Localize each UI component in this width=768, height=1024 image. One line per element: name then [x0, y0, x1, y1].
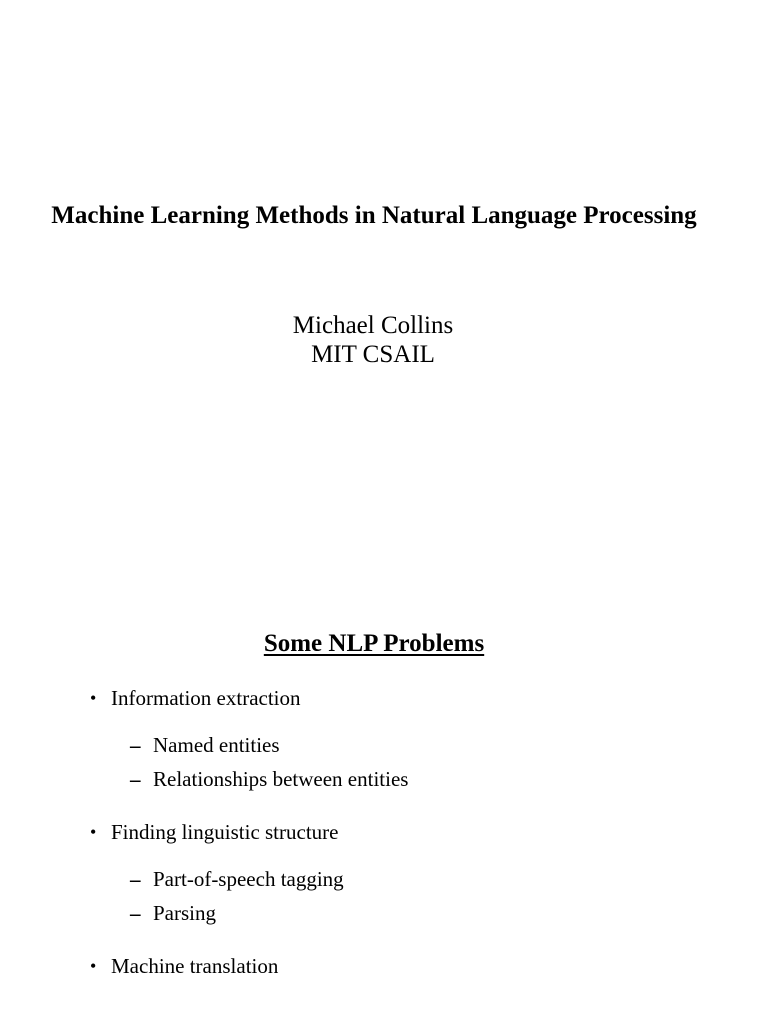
bullet-item — [88, 818, 408, 927]
content-slide — [0, 512, 768, 1024]
dash-icon: – — [130, 867, 141, 891]
author-affiliation: MIT CSAIL — [311, 341, 435, 368]
sub-item-text: Relationships between entities — [153, 767, 409, 791]
dash-icon: – — [130, 767, 141, 791]
sub-item — [130, 899, 408, 927]
sub-item — [130, 731, 408, 759]
sub-item-text: Parsing — [153, 901, 216, 925]
sub-list — [130, 865, 408, 927]
presentation-title: Machine Learning Methods in Natural Language Processing — [51, 202, 697, 229]
author-block — [0, 311, 746, 369]
bullet-text: Machine translation — [111, 954, 279, 978]
sub-item-text: Named entities — [153, 733, 280, 757]
dash-icon: – — [130, 901, 141, 925]
slide-heading — [0, 628, 748, 660]
sub-item — [130, 765, 408, 793]
bullet-dot-icon: • — [90, 956, 97, 976]
dash-icon: – — [130, 733, 141, 757]
slide-heading-text: Some NLP Problems — [263, 630, 485, 657]
bullet-dot-icon: • — [90, 822, 97, 842]
author-name: Michael Collins — [292, 312, 454, 339]
bullet-item — [88, 684, 408, 793]
bullet-list — [88, 684, 408, 980]
bullet-item — [88, 952, 408, 980]
sub-item-text: Part-of-speech tagging — [153, 867, 344, 891]
bullet-text: Information extraction — [111, 686, 301, 710]
bullet-dot-icon: • — [90, 688, 97, 708]
sub-item — [130, 865, 408, 893]
bullet-text: Finding linguistic structure — [111, 820, 339, 844]
sub-list — [130, 731, 408, 793]
